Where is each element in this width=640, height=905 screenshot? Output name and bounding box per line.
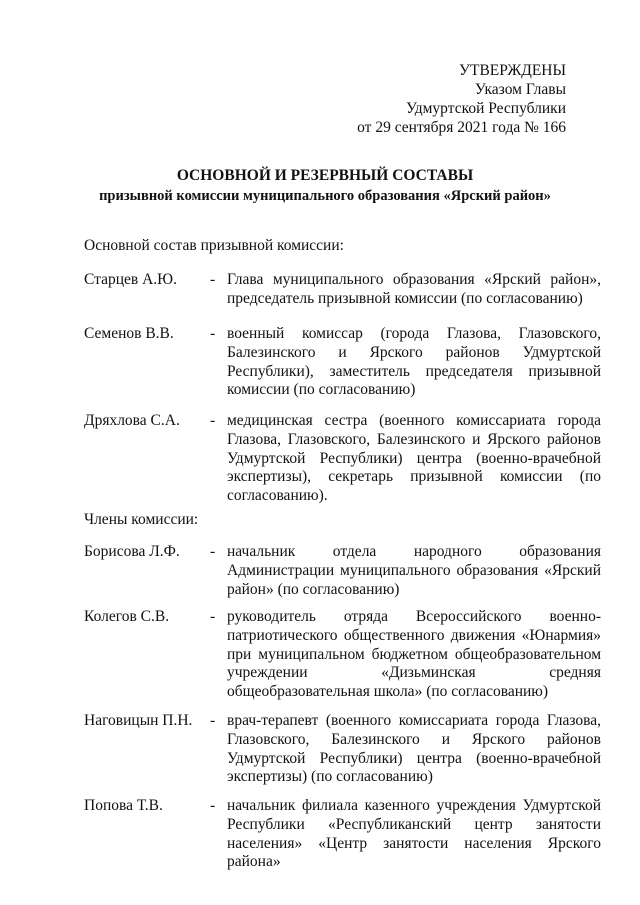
member-role: Глава муниципального образования «Ярский район», председатель призывной комиссии (по согласованию)	[227, 271, 601, 307]
member-name: Старцев А.Ю.	[84, 271, 177, 288]
approval-stamp	[330, 61, 566, 137]
approval-line-date: от 29 сентября 2021 года № 166	[357, 119, 566, 136]
document-title-main: ОСНОВНОЙ И РЕЗЕРВНЫЙ СОСТАВЫ	[176, 167, 474, 184]
member-role: медицинская сестра (военного комиссариата города Глазова, Глазовского, Балезинского и Ярского районов Удмуртской Республики) центра (военно-врачебной экспертизы), секретарь призывной комиссии (по согласованию).	[227, 412, 601, 505]
member-dash: -	[210, 608, 216, 625]
member-role: военный комиссар (города Глазова, Глазовского, Балезинского и Ярского районов Удмуртской Республики), заместитель председателя призывной комиссии (по согласованию)	[227, 325, 601, 399]
document-title	[60, 166, 590, 206]
main-composition-heading: Основной состав призывной комиссии:	[84, 237, 344, 254]
member-role: врач-терапевт (военного комиссариата города Глазова, Глазовского, Балезинского и Ярского районов Удмуртской Республики) центра (военно-врачебной экспертизы) (по согласованию)	[227, 712, 601, 786]
member-role: начальник филиала казенного учреждения Удмуртской Республики «Республиканский центр занятости населения» «Центр занятости населения Ярского района»	[227, 797, 601, 871]
approval-line-approved: УТВЕРЖДЕНЫ	[459, 62, 566, 79]
member-role: руководитель отряда Всероссийского военно-патриотического общественного движения «Юнармия» при муниципальном бюджетном общеобразовательном учреждении «Дизьминская средняя общеобразовательная школа» (по согласованию)	[227, 608, 601, 701]
member-role: начальник отдела народного образования Администрации муниципального образования «Ярский район» (по согласованию)	[227, 543, 601, 598]
approval-line-republic: Удмуртской Республики	[405, 100, 566, 117]
member-dash: -	[210, 797, 216, 814]
member-name: Дряхлова С.А.	[84, 412, 180, 429]
member-dash: -	[210, 325, 216, 342]
member-name: Попова Т.В.	[84, 797, 163, 814]
member-dash: -	[210, 712, 216, 729]
member-name: Наговицын П.Н.	[84, 712, 193, 729]
members-heading: Члены комиссии:	[84, 511, 199, 528]
member-dash: -	[210, 543, 216, 560]
member-name: Колегов С.В.	[84, 608, 170, 625]
member-name: Борисова Л.Ф.	[84, 543, 180, 560]
member-dash: -	[210, 412, 216, 429]
member-name: Семенов В.В.	[84, 325, 174, 342]
member-dash: -	[210, 271, 216, 288]
approval-line-decree: Указом Главы	[474, 81, 566, 98]
document-title-sub: призывной комиссии муниципального образования «Ярский район»	[99, 188, 551, 204]
